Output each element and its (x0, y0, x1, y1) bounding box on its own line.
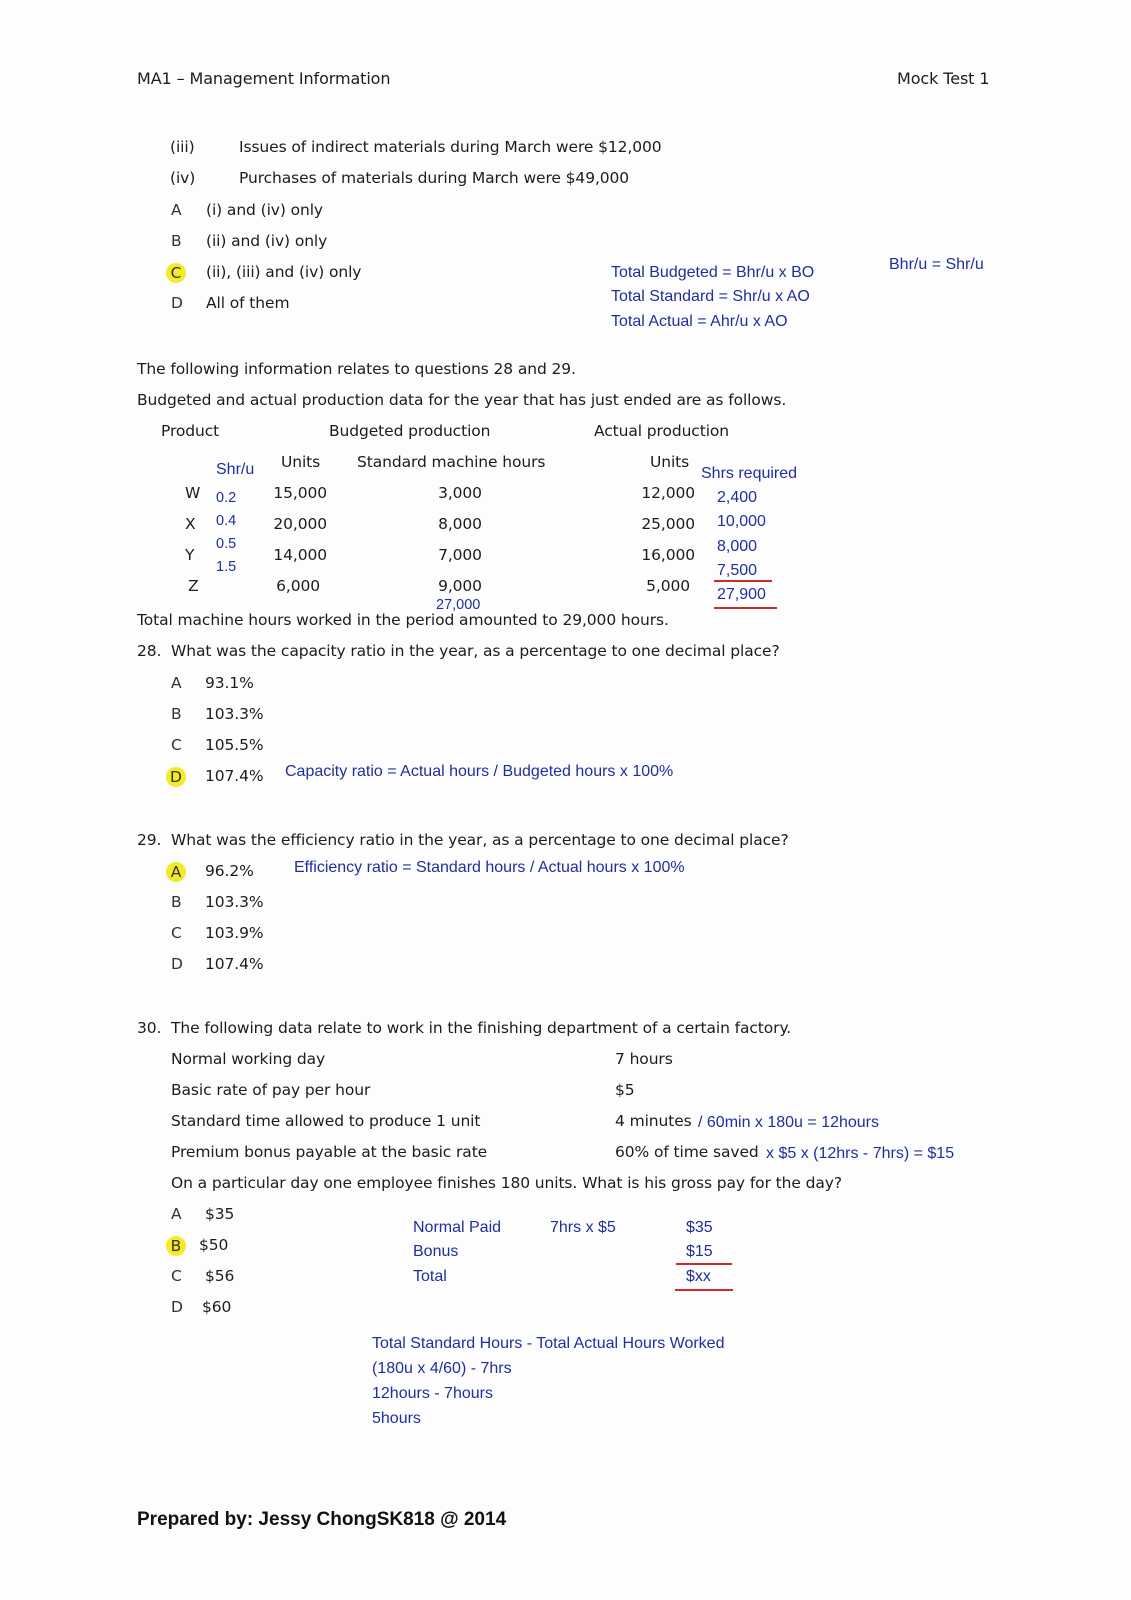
option-letter: A (171, 1205, 182, 1223)
option-text: $56 (205, 1267, 235, 1285)
option-text: 103.3% (205, 893, 264, 911)
option-text: 103.3% (205, 705, 264, 723)
row-actual-units: 25,000 (641, 515, 695, 533)
option-text: (ii) and (iv) only (206, 232, 328, 250)
option-text: $60 (202, 1298, 232, 1316)
selected-option-highlight: A (166, 862, 186, 882)
note-bhr-shr: Bhr/u = Shr/u (889, 256, 984, 273)
data-value: 4 minutes (615, 1112, 692, 1130)
option-letter: C (171, 1267, 182, 1285)
option-letter: D (171, 955, 183, 973)
data-label: Premium bonus payable at the basic rate (171, 1143, 488, 1161)
footer-prepared-by: Prepared by: Jessy ChongSK818 @ 2014 (137, 1509, 507, 1530)
calc-amount: $xx (686, 1268, 711, 1285)
question-text: The following data relate to work in the finishing department of a certain factory. (171, 1019, 792, 1037)
question-number: 30. (137, 1019, 162, 1037)
shrs-total: 27,900 (717, 586, 766, 603)
question-text: What was the efficiency ratio in the year, as a percentage to one decimal place? (171, 831, 789, 849)
statement-num: (iv) (170, 169, 196, 187)
note-capacity-ratio: Capacity ratio = Actual hours / Budgeted hours x 100% (285, 763, 674, 780)
th-actual: Actual production (594, 422, 730, 440)
option-text: 107.4% (205, 767, 264, 785)
selected-option-highlight: D (166, 767, 186, 787)
row-shrs: 8,000 (717, 538, 758, 555)
option-letter: D (171, 294, 183, 312)
row-shru: 1.5 (216, 559, 237, 575)
question-number: 29. (137, 831, 162, 849)
option-text: All of them (206, 294, 290, 312)
smh-total: 27,000 (436, 597, 481, 613)
total-hours-line: Total machine hours worked in the period amounted to 29,000 hours. (137, 611, 669, 629)
data-note: x $5 x (12hrs - 7hrs) = $15 (766, 1145, 955, 1162)
option-text: 107.4% (205, 955, 264, 973)
row-shrs: 10,000 (717, 513, 766, 530)
row-shru: 0.5 (216, 536, 237, 552)
underline (675, 1289, 733, 1291)
row-smh: 3,000 (438, 484, 482, 502)
row-smh: 9,000 (438, 577, 482, 595)
row-units: 6,000 (276, 577, 320, 595)
calc-mid: 7hrs x $5 (550, 1219, 616, 1236)
calc-label: Normal Paid (413, 1219, 502, 1236)
working-line: Total Standard Hours - Total Actual Hours Worked (372, 1335, 725, 1352)
note-total-standard: Total Standard = Shr/u x AO (611, 288, 810, 305)
data-note: / 60min x 180u = 12hours (698, 1114, 880, 1131)
note-total-budgeted: Total Budgeted = Bhr/u x BO (611, 264, 815, 281)
statement-text: Purchases of materials during March were $49,000 (239, 169, 630, 187)
statement-text: Issues of indirect materials during March were $12,000 (239, 138, 662, 156)
option-letter: D (171, 1298, 183, 1316)
th-shru: Shr/u (216, 461, 255, 478)
header-title: MA1 – Management Information (137, 69, 391, 88)
calc-amount: $15 (686, 1243, 713, 1260)
option-letter: B (171, 705, 182, 723)
option-letter: A (171, 674, 182, 692)
question-text: What was the capacity ratio in the year, as a percentage to one decimal place? (171, 642, 780, 660)
row-actual-units: 12,000 (641, 484, 695, 502)
note-total-actual: Total Actual = Ahr/u x AO (611, 313, 788, 330)
question-text-2: On a particular day one employee finishes 180 units. What is his gross pay for the day? (171, 1174, 842, 1192)
row-smh: 7,000 (438, 546, 482, 564)
row-product: Y (185, 546, 195, 564)
option-text: 103.9% (205, 924, 264, 942)
underline (714, 580, 772, 582)
row-shrs: 7,500 (717, 562, 758, 579)
option-letter: A (171, 201, 182, 219)
row-product: X (185, 515, 196, 533)
calc-label: Bonus (413, 1243, 459, 1260)
data-label: Normal working day (171, 1050, 326, 1068)
th-units: Units (281, 453, 321, 471)
working-line: 5hours (372, 1410, 421, 1427)
option-text: (ii), (iii) and (iv) only (206, 263, 362, 281)
th-shrs-required: Shrs required (701, 465, 798, 482)
option-text: (i) and (iv) only (206, 201, 324, 219)
option-text: 96.2% (205, 862, 254, 880)
underline (676, 1263, 732, 1265)
data-label: Standard time allowed to produce 1 unit (171, 1112, 481, 1130)
option-text: 105.5% (205, 736, 264, 754)
row-units: 20,000 (273, 515, 327, 533)
row-actual-units: 16,000 (641, 546, 695, 564)
th-product: Product (161, 422, 220, 440)
option-letter: B (171, 893, 182, 911)
data-value: 7 hours (615, 1050, 673, 1068)
row-smh: 8,000 (438, 515, 482, 533)
option-text: $35 (205, 1205, 235, 1223)
option-letter: C (171, 924, 182, 942)
calc-label: Total (413, 1268, 447, 1285)
statement-num: (iii) (170, 138, 195, 156)
th-actual-units: Units (650, 453, 690, 471)
option-letter: C (171, 736, 182, 754)
row-shru: 0.2 (216, 490, 237, 506)
row-actual-units: 5,000 (646, 577, 690, 595)
th-smh: Standard machine hours (357, 453, 546, 471)
intro-line-2: Budgeted and actual production data for the year that has just ended are as follows. (137, 391, 787, 409)
option-letter: B (171, 232, 182, 250)
underline (714, 607, 777, 609)
row-shru: 0.4 (216, 513, 237, 529)
calc-amount: $35 (686, 1219, 713, 1236)
note-efficiency-ratio: Efficiency ratio = Standard hours / Actual hours x 100% (294, 859, 685, 876)
question-number: 28. (137, 642, 162, 660)
row-units: 14,000 (273, 546, 327, 564)
working-line: 12hours - 7hours (372, 1385, 493, 1402)
option-text: $50 (199, 1236, 229, 1254)
data-label: Basic rate of pay per hour (171, 1081, 371, 1099)
row-product: Z (188, 577, 199, 595)
selected-option-highlight: B (166, 1236, 186, 1256)
header-mock-test: Mock Test 1 (897, 69, 990, 88)
row-shrs: 2,400 (717, 489, 758, 506)
working-line: (180u x 4/60) - 7hrs (372, 1360, 512, 1377)
row-product: W (185, 484, 201, 502)
intro-line-1: The following information relates to questions 28 and 29. (137, 360, 576, 378)
selected-option-highlight: C (166, 263, 186, 283)
th-budgeted: Budgeted production (329, 422, 491, 440)
data-value: $5 (615, 1081, 635, 1099)
row-units: 15,000 (273, 484, 327, 502)
data-value: 60% of time saved (615, 1143, 759, 1161)
option-text: 93.1% (205, 674, 254, 692)
